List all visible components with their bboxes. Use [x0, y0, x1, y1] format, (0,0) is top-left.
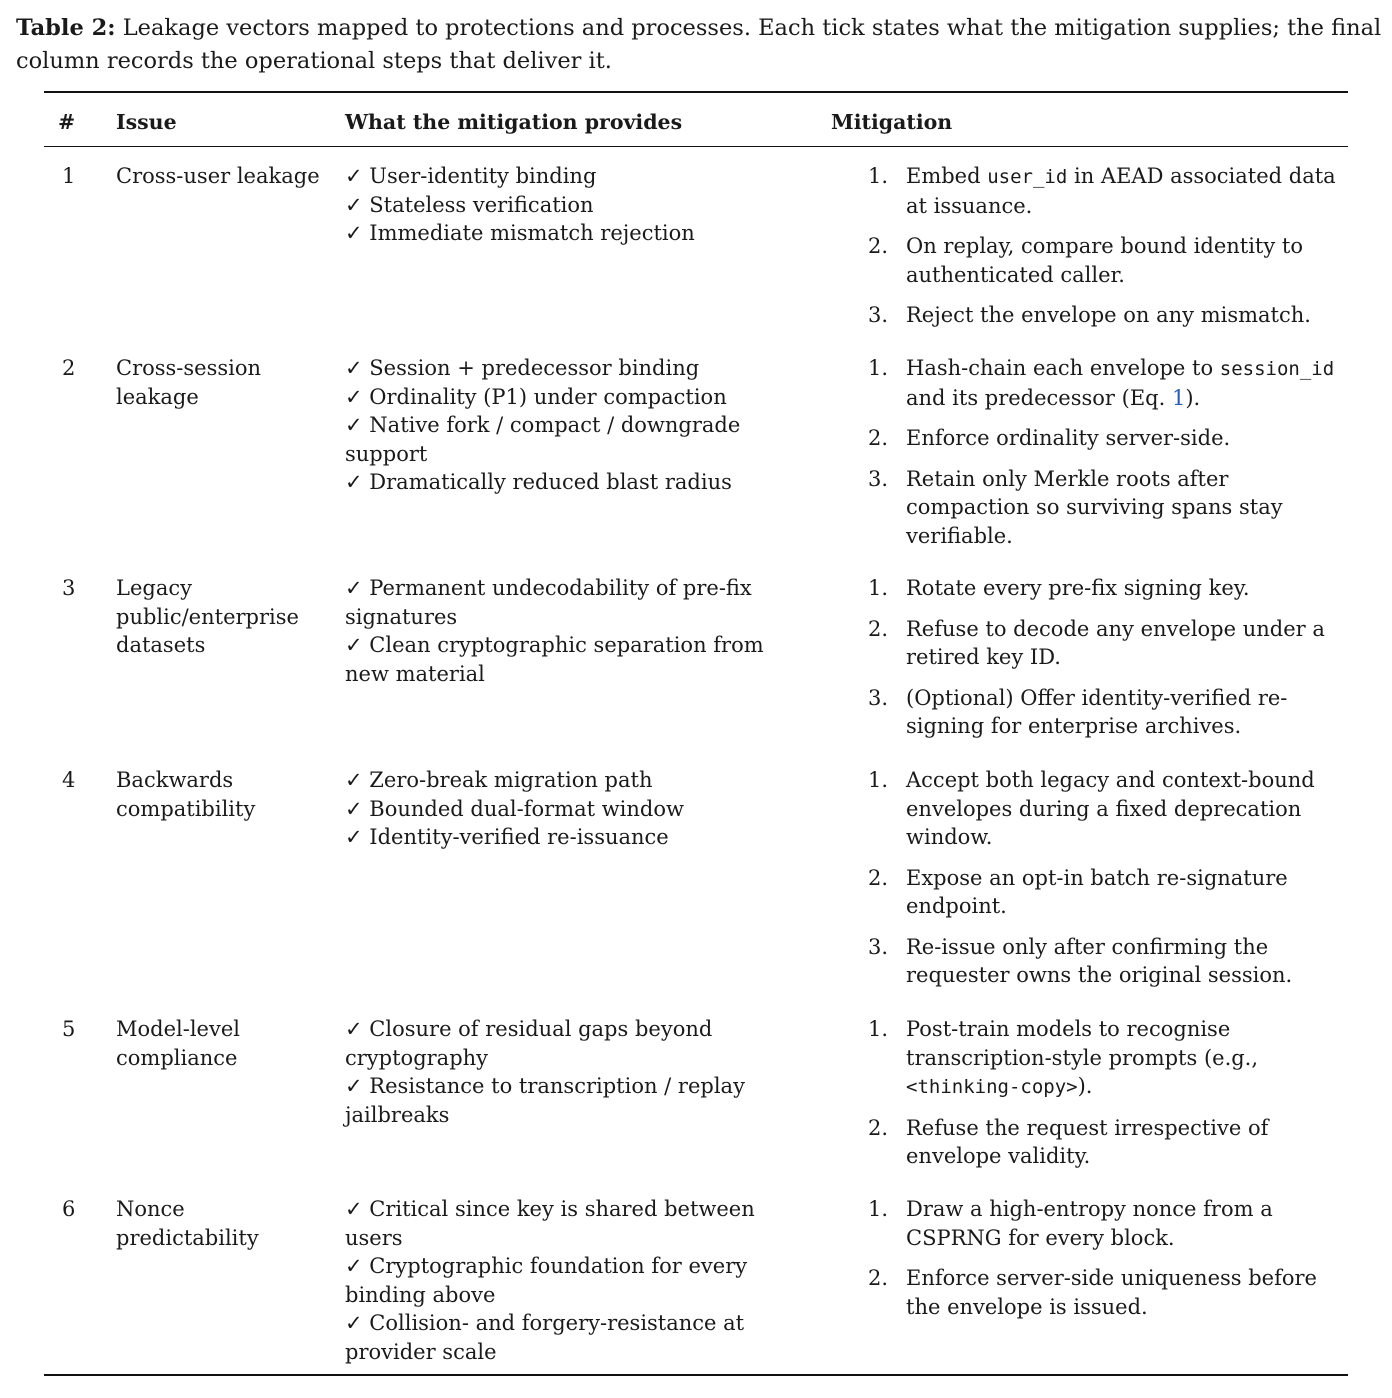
provides-item	[345, 766, 795, 795]
step-number: 1.	[868, 1197, 889, 1221]
mitigation-step	[868, 1195, 1348, 1252]
header-provides: What the mitigation provides	[345, 110, 683, 134]
provides-item-text: Permanent undecodability of pre-fix signatures	[345, 576, 752, 629]
step-number: 2.	[868, 616, 889, 641]
provides-item-text: Ordinality (P1) under compaction	[369, 384, 727, 409]
mitigation-step	[868, 1114, 1348, 1171]
provides-item-text: Cryptographic foundation for every binding above	[345, 1254, 748, 1307]
provides-item	[345, 1072, 795, 1129]
provides-item	[345, 468, 795, 497]
step-text: Post-train models to recognise transcription-style prompts (e.g.,	[906, 1017, 1259, 1070]
mitigation-steps	[868, 766, 1348, 1002]
row-issue: Model-level compliance	[116, 1017, 240, 1070]
provides-item-text: Resistance to transcription / replay jailbreaks	[345, 1074, 745, 1127]
mitigation-steps	[868, 162, 1348, 342]
provides-item-text: Zero-break migration path	[369, 768, 653, 792]
step-text-tail: ).	[1077, 1074, 1093, 1098]
mitigation-step	[868, 933, 1348, 990]
check-icon: ✓	[345, 413, 363, 437]
provides-item	[345, 574, 795, 631]
step-number: 3.	[868, 303, 889, 327]
header-issue: Issue	[116, 110, 177, 134]
provides-item	[345, 823, 795, 852]
mitigation-step	[868, 684, 1348, 741]
step-text: Refuse the request irrespective of envelope validity.	[906, 1115, 1269, 1168]
step-number: 1.	[868, 1017, 889, 1041]
step-text: Draw a high-entropy nonce from a CSPRNG for every block.	[906, 1197, 1273, 1250]
step-text-end: ).	[1185, 385, 1201, 410]
step-text: Accept both legacy and context-bound envelopes during a fixed deprecation window.	[906, 768, 1315, 849]
provides-item-text: Collision- and forgery-resistance at provider scale	[345, 1311, 745, 1364]
step-number: 2.	[868, 1115, 889, 1140]
step-text: Expose an opt-in batch re-signature endpoint.	[906, 865, 1288, 918]
provides-item-text: Session + predecessor binding	[369, 356, 700, 380]
check-icon: ✓	[345, 356, 363, 380]
provides-cell	[345, 574, 795, 688]
provides-item-text: Native fork / compact / downgrade support	[345, 413, 741, 466]
provides-item-text: Dramatically reduced blast radius	[369, 470, 732, 494]
provides-cell	[345, 1015, 795, 1129]
row-issue: Nonce predictability	[116, 1197, 259, 1250]
check-icon: ✓	[345, 192, 363, 217]
bottom-rule	[44, 1374, 1348, 1376]
step-text: Reject the envelope on any mismatch.	[906, 303, 1311, 327]
step-number: 2.	[868, 426, 889, 450]
row-number: 1	[62, 164, 76, 188]
mitigation-step	[868, 615, 1348, 672]
mitigation-step	[868, 574, 1348, 603]
step-number: 3.	[868, 685, 889, 710]
mitigation-step	[868, 864, 1348, 921]
check-icon: ✓	[345, 1254, 363, 1278]
provides-item	[345, 1252, 795, 1309]
row-number: 3	[62, 576, 76, 600]
provides-item-text: Bounded dual-format window	[369, 796, 684, 821]
provides-item	[345, 191, 795, 220]
provides-item	[345, 219, 795, 248]
caption-text: Leakage vectors mapped to protections and processes. Each tick states what the mitigation supplies; the final column records the operational steps that deliver it.	[16, 15, 1382, 74]
mitigation-step	[868, 766, 1348, 852]
check-icon: ✓	[345, 768, 363, 792]
check-icon: ✓	[345, 576, 363, 600]
step-number: 1.	[868, 576, 889, 600]
step-number: 3.	[868, 466, 889, 491]
mitigation-step	[868, 354, 1348, 412]
header-mitigation: Mitigation	[831, 110, 953, 134]
mitigation-step	[868, 301, 1348, 330]
provides-cell	[345, 354, 795, 497]
table-caption	[16, 12, 1382, 78]
mitigation-step	[868, 424, 1348, 453]
mitigation-steps	[868, 354, 1348, 562]
step-text: Enforce server-side uniqueness before the envelope is issued.	[906, 1266, 1317, 1319]
provides-item	[345, 631, 795, 688]
provides-cell	[345, 162, 795, 248]
provides-cell	[345, 766, 795, 852]
mitigation-step	[868, 465, 1348, 551]
provides-item-text: User-identity binding	[369, 164, 597, 188]
check-icon: ✓	[345, 825, 363, 849]
provides-item-text: Stateless verification	[369, 192, 594, 217]
row-issue: Backwards compatibility	[116, 768, 256, 821]
check-icon: ✓	[345, 164, 363, 188]
provides-item	[345, 162, 795, 191]
step-number: 3.	[868, 934, 889, 959]
step-text: Re-issue only after confirming the requester owns the original session.	[906, 934, 1293, 987]
step-text: Retain only Merkle roots after compaction so surviving spans stay verifiable.	[906, 466, 1283, 548]
check-icon: ✓	[345, 1074, 363, 1098]
provides-item	[345, 1195, 795, 1252]
step-code: user_id	[987, 166, 1068, 188]
check-icon: ✓	[345, 796, 363, 821]
mitigation-step	[868, 232, 1348, 289]
check-icon: ✓	[345, 1017, 363, 1041]
provides-item	[345, 411, 795, 468]
mitigation-step	[868, 162, 1348, 220]
step-number: 2.	[868, 865, 889, 890]
check-icon: ✓	[345, 221, 363, 245]
equation-link: 1	[1171, 385, 1186, 410]
provides-item	[345, 795, 795, 824]
provides-item-text: Clean cryptographic separation from new material	[345, 633, 764, 686]
provides-item-text: Closure of residual gaps beyond cryptography	[345, 1017, 713, 1070]
step-number: 2.	[868, 234, 889, 258]
row-issue: Cross-user leakage	[116, 164, 320, 188]
header-num: #	[58, 110, 76, 134]
step-text-tail: in AEAD associated data at issuance.	[906, 164, 1336, 218]
step-text: On replay, compare bound identity to authenticated caller.	[906, 234, 1303, 287]
provides-item	[345, 1309, 795, 1366]
row-number: 4	[62, 768, 76, 792]
row-issue: Cross-session leakage	[116, 356, 262, 409]
check-icon: ✓	[345, 633, 363, 657]
step-number: 1.	[868, 768, 889, 792]
step-text: (Optional) Offer identity-verified re-signing for enterprise archives.	[906, 685, 1288, 738]
row-number: 6	[62, 1197, 76, 1221]
step-text-tail: and its predecessor (Eq.	[906, 385, 1172, 410]
step-number: 1.	[868, 164, 889, 188]
caption-label: Table 2:	[16, 15, 116, 41]
mitigation-step	[868, 1264, 1348, 1321]
step-text: Refuse to decode any envelope under a retired key ID.	[906, 616, 1325, 669]
check-icon: ✓	[345, 470, 363, 494]
step-code: <thinking-copy>	[906, 1076, 1078, 1098]
mitigation-steps	[868, 1195, 1348, 1333]
row-issue: Legacy public/enterprise datasets	[116, 576, 299, 657]
provides-item-text: Critical since key is shared between users	[345, 1197, 755, 1250]
provides-item-text: Immediate mismatch rejection	[369, 221, 695, 245]
mitigation-steps	[868, 1015, 1348, 1183]
step-text: Embed	[906, 164, 988, 188]
top-rule	[44, 91, 1348, 93]
mitigation-step	[868, 1015, 1348, 1102]
check-icon: ✓	[345, 1311, 363, 1335]
provides-cell	[345, 1195, 795, 1366]
row-number: 5	[62, 1017, 76, 1041]
row-number: 2	[62, 356, 76, 380]
provides-item	[345, 354, 795, 383]
provides-item	[345, 383, 795, 412]
step-number: 1.	[868, 356, 889, 380]
step-text: Enforce ordinality server-side.	[906, 426, 1231, 450]
step-code: session_id	[1219, 358, 1335, 380]
provides-item	[345, 1015, 795, 1072]
check-icon: ✓	[345, 1197, 363, 1221]
header-rule	[44, 146, 1348, 147]
step-text: Rotate every pre-fix signing key.	[906, 576, 1250, 600]
provides-item-text: Identity-verified re-issuance	[369, 825, 669, 849]
step-number: 2.	[868, 1266, 889, 1290]
check-icon: ✓	[345, 384, 363, 409]
step-text: Hash-chain each envelope to	[906, 356, 1220, 380]
mitigation-steps	[868, 574, 1348, 753]
